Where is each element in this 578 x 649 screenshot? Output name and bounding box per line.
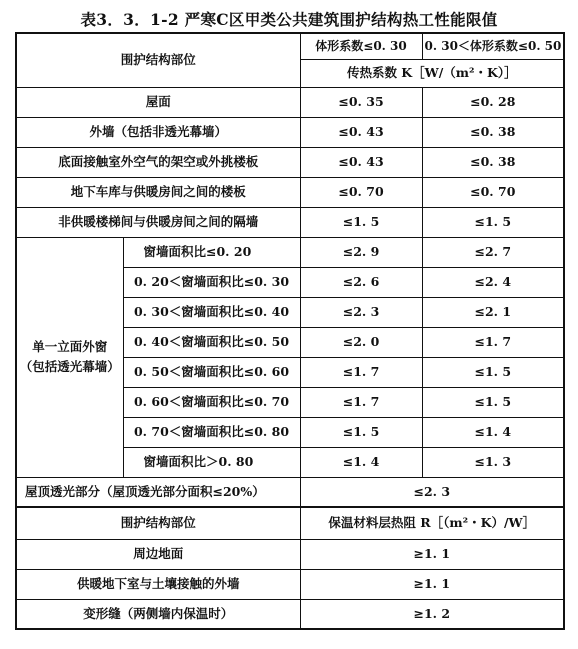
window-value-2: ≤2. 7	[422, 237, 564, 267]
window-value-1: ≤2. 6	[300, 267, 422, 297]
row-label: 底面接触室外空气的架空或外挑楼板	[16, 147, 300, 177]
window-ratio: 窗墙面积比≤0. 20	[123, 237, 300, 267]
row-value-1: ≤0. 43	[300, 147, 422, 177]
row-label: 地下车库与供暖房间之间的楼板	[16, 177, 300, 207]
table-row	[16, 117, 564, 147]
roof-transparent-label: 屋顶透光部分（屋顶透光部分面积≤20%）	[16, 477, 300, 507]
window-label-line2: （包括透光幕墙）	[19, 359, 120, 374]
window-value-2: ≤1. 7	[422, 327, 564, 357]
table-row	[16, 599, 564, 629]
row-value-1: ≤0. 35	[300, 87, 422, 117]
table-row	[16, 147, 564, 177]
row-value: ≥1. 2	[300, 599, 564, 629]
upper-header-part: 围护结构部位	[16, 33, 300, 87]
window-value-1: ≤2. 9	[300, 237, 422, 267]
table-title: 表3．3．1-2 严寒C区甲类公共建筑围护结构热工性能限值	[80, 10, 498, 29]
row-value-2: ≤0. 28	[422, 87, 564, 117]
window-value-2: ≤1. 4	[422, 417, 564, 447]
row-label: 非供暖楼梯间与供暖房间之间的隔墙	[16, 207, 300, 237]
table-row	[16, 207, 564, 237]
window-label-line1: 单一立面外窗	[32, 339, 108, 354]
window-value-1: ≤1. 4	[300, 447, 422, 477]
window-value-2: ≤2. 1	[422, 297, 564, 327]
row-label: 外墙（包括非透光幕墙）	[16, 117, 300, 147]
lower-header-row	[16, 507, 564, 539]
window-ratio: 0. 60＜窗墙面积比≤0. 70	[123, 387, 300, 417]
row-value: ≥1. 1	[300, 569, 564, 599]
upper-header-unit: 传热系数 K［W/（m²・K）］	[300, 59, 564, 87]
row-label: 屋面	[16, 87, 300, 117]
window-value-2: ≤1. 5	[422, 387, 564, 417]
window-value-2: ≤1. 3	[422, 447, 564, 477]
row-value: ≥1. 1	[300, 539, 564, 569]
window-ratio: 0. 40＜窗墙面积比≤0. 50	[123, 327, 300, 357]
roof-transparent-row	[16, 477, 564, 507]
window-ratio: 0. 20＜窗墙面积比≤0. 30	[123, 267, 300, 297]
window-value-1: ≤2. 0	[300, 327, 422, 357]
table-row	[16, 177, 564, 207]
thermal-performance-table	[15, 32, 565, 630]
window-ratio: 0. 30＜窗墙面积比≤0. 40	[123, 297, 300, 327]
row-value-2: ≤0. 70	[422, 177, 564, 207]
row-value-1: ≤0. 70	[300, 177, 422, 207]
roof-transparent-value: ≤2. 3	[300, 477, 564, 507]
upper-header-col1: 体形系数≤0. 30	[300, 33, 422, 59]
lower-header-unit: 保温材料层热阻 R［（m²・K）/W］	[300, 507, 564, 539]
upper-header-col2: 0. 30＜体形系数≤0. 50	[422, 33, 564, 59]
row-value-2: ≤0. 38	[422, 147, 564, 177]
window-value-2: ≤2. 4	[422, 267, 564, 297]
window-value-1: ≤1. 7	[300, 387, 422, 417]
row-value-2: ≤0. 38	[422, 117, 564, 147]
row-label: 周边地面	[16, 539, 300, 569]
upper-header-row	[16, 33, 564, 59]
window-value-1: ≤2. 3	[300, 297, 422, 327]
window-ratio: 0. 70＜窗墙面积比≤0. 80	[123, 417, 300, 447]
row-label: 供暖地下室与土壤接触的外墙	[16, 569, 300, 599]
row-value-1: ≤1. 5	[300, 207, 422, 237]
row-value-2: ≤1. 5	[422, 207, 564, 237]
window-ratio: 0. 50＜窗墙面积比≤0. 60	[123, 357, 300, 387]
window-row	[16, 237, 564, 267]
row-label: 变形缝（两侧墙内保温时）	[16, 599, 300, 629]
window-value-1: ≤1. 7	[300, 357, 422, 387]
window-value-1: ≤1. 5	[300, 417, 422, 447]
window-group-label	[16, 237, 123, 477]
table-row	[16, 539, 564, 569]
window-value-2: ≤1. 5	[422, 357, 564, 387]
lower-header-part: 围护结构部位	[16, 507, 300, 539]
window-ratio: 窗墙面积比＞0. 80	[123, 447, 300, 477]
row-value-1: ≤0. 43	[300, 117, 422, 147]
table-row	[16, 569, 564, 599]
table-row	[16, 87, 564, 117]
